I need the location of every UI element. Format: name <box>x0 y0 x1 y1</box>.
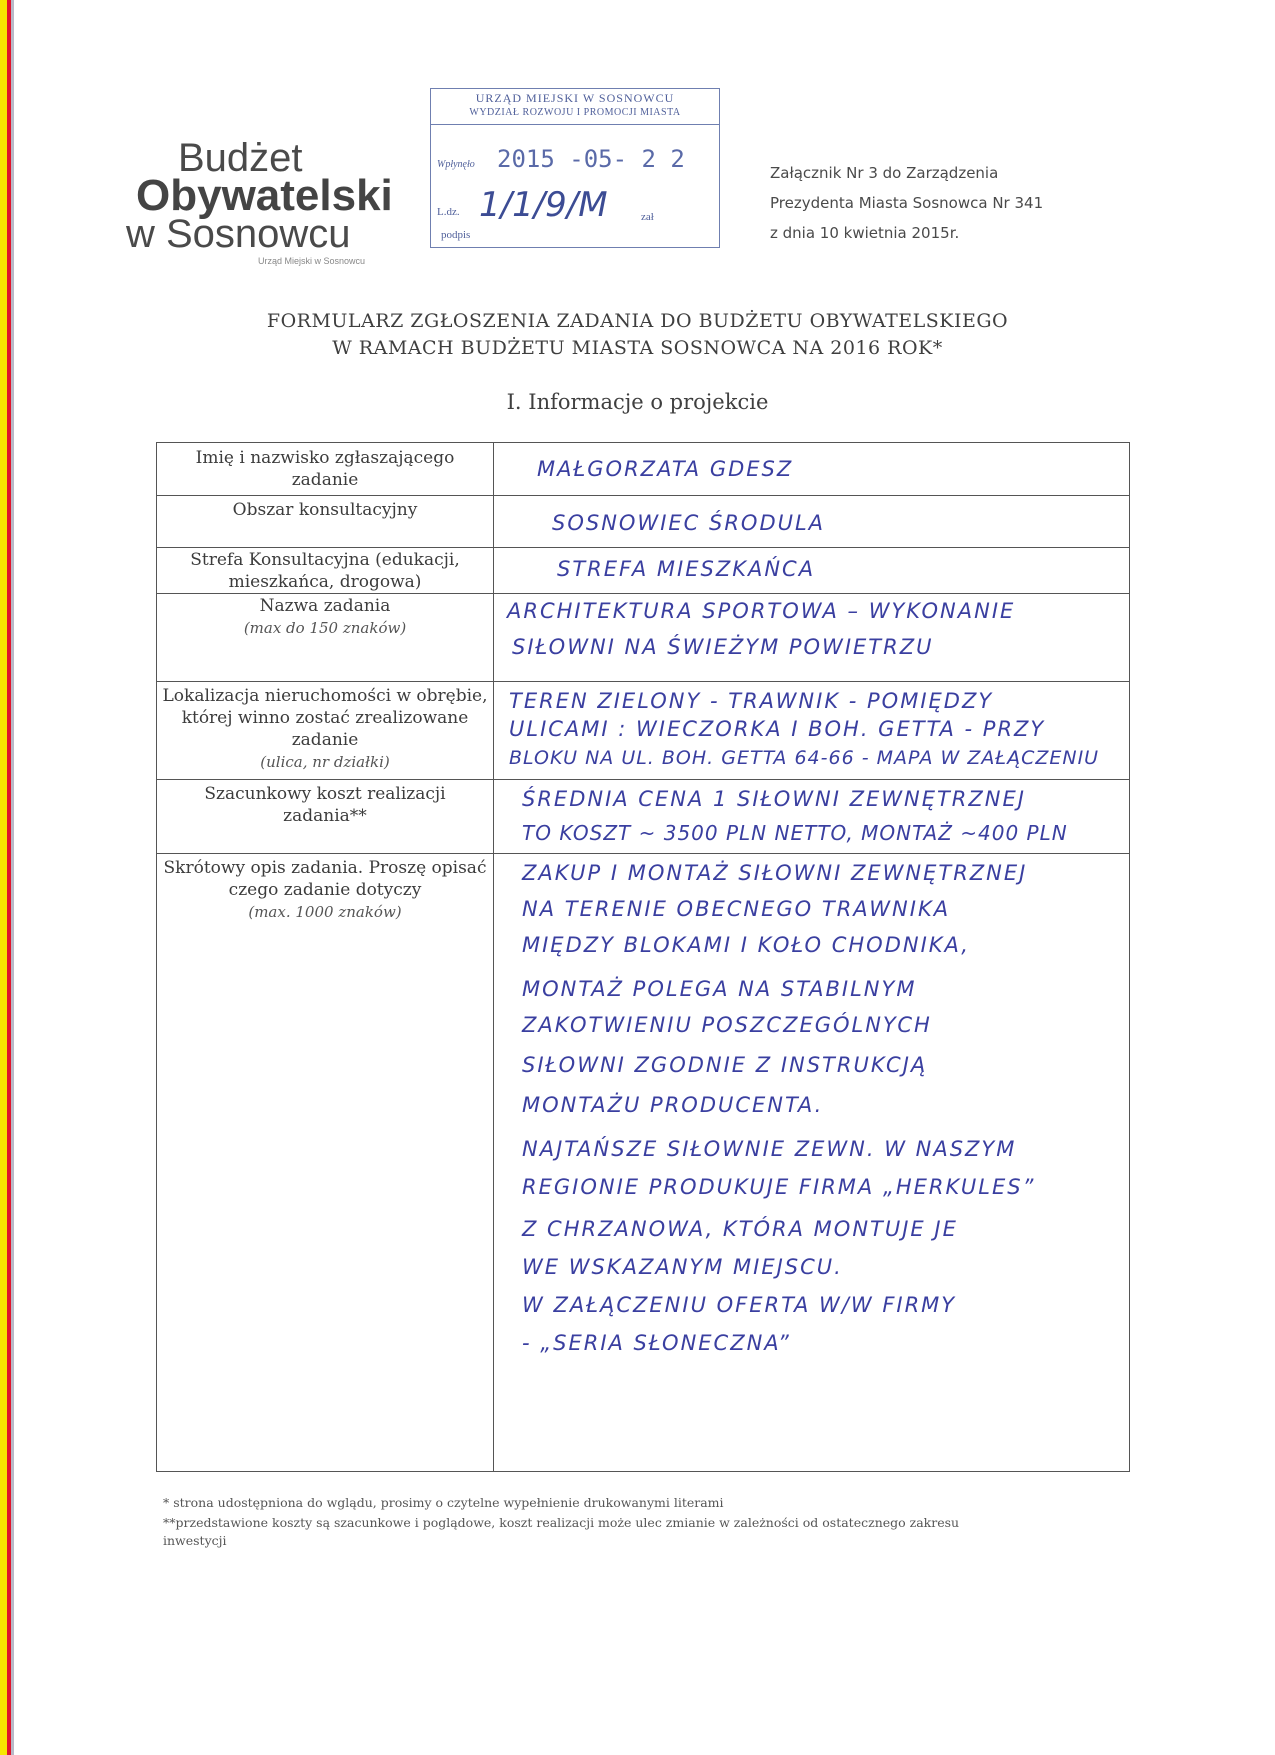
description-line: ZAKOTWIENIU POSZCZEGÓLNYCH <box>522 1013 932 1037</box>
stamp-podpis-label: podpis <box>441 229 471 241</box>
registry-stamp <box>430 88 720 248</box>
table-row-divider <box>157 593 1129 594</box>
annex-line-1: Załącznik Nr 3 do Zarządzenia <box>770 164 999 182</box>
field-label-name: Imię i nazwisko zgłaszającego zadanie <box>195 448 455 490</box>
scan-edge-yellow <box>0 0 7 1755</box>
description-line: - „SERIA SŁONECZNA” <box>522 1331 791 1355</box>
description-line: MONTAŻ POLEGA NA STABILNYM <box>522 977 917 1001</box>
stamp-office: URZĄD MIEJSKI W SOSNOWCU <box>475 91 675 105</box>
field-label-cost: Szacunkowy koszt realizacji zadania** <box>204 784 446 826</box>
form-title-line-1: FORMULARZ ZGŁOSZENIA ZADANIA DO BUDŻETU OBYWATELSKIEGO <box>266 310 1009 332</box>
description-line: ZAKUP I MONTAŻ SIŁOWNI ZEWNĘTRZNEJ <box>522 861 1028 885</box>
stamp-received-label: Wpłynęło <box>437 159 475 170</box>
logo-line-1: Budżet <box>178 136 303 180</box>
description-line: REGIONIE PRODUKUJE FIRMA „HERKULES” <box>522 1175 1036 1199</box>
footnote-2-cont: inwestycji <box>163 1533 227 1548</box>
scan-edge-gray <box>11 0 14 1755</box>
description-line: Z CHRZANOWA, KTÓRA MONTUJE JE <box>522 1217 958 1241</box>
budget-logo <box>120 138 440 268</box>
field-note-description: (max. 1000 znaków) <box>248 903 402 921</box>
description-line: NA TERENIE OBECNEGO TRAWNIKA <box>522 897 951 921</box>
table-row-divider <box>157 779 1129 780</box>
field-value-cost-line-2: TO KOSZT ~ 3500 PLN NETTO, MONTAŻ ~400 PLN <box>522 821 1068 845</box>
field-label-task-name-text: Nazwa zadania <box>259 596 391 616</box>
field-label-task-name <box>161 595 489 639</box>
stamp-date: 2015 -05- 2 2 <box>497 145 685 173</box>
description-line: MIĘDZY BLOKAMI I KOŁO CHODNIKA, <box>522 933 970 957</box>
field-note-location: (ulica, nr działki) <box>260 753 390 771</box>
project-info-table <box>156 442 1130 1472</box>
table-row-divider <box>157 495 1129 496</box>
table-row-divider <box>157 547 1129 548</box>
stamp-zal-label: zał <box>641 211 654 223</box>
field-value-area: SOSNOWIEC ŚRODULA <box>552 511 826 535</box>
annex-line-2: Prezydenta Miasta Sosnowca Nr 341 <box>770 194 1044 212</box>
annex-note <box>770 158 1043 248</box>
field-value-location-line-2: ULICAMI : WIECZORKA I BOH. GETTA - PRZY <box>509 717 1046 741</box>
table-row-divider <box>157 681 1129 682</box>
field-value-task-name-line-2: SIŁOWNI NA ŚWIEŻYM POWIETRZU <box>512 635 934 659</box>
field-label-description <box>161 857 489 923</box>
logo-line-2: Obywatelski <box>136 171 393 220</box>
description-line: WE WSKAZANYM MIEJSCU. <box>522 1255 843 1279</box>
field-value-zone: STREFA MIESZKAŃCA <box>557 557 816 581</box>
table-row-divider <box>157 853 1129 854</box>
field-value-task-name-line-1: ARCHITEKTURA SPORTOWA – WYKONANIE <box>507 599 1016 623</box>
field-note-task-name: (max do 150 znaków) <box>243 619 407 637</box>
section-heading: I. Informacje o projekcie <box>506 390 769 414</box>
field-value-name: MAŁGORZATA GDESZ <box>537 457 794 481</box>
description-line: SIŁOWNI ZGODNIE Z INSTRUKCJĄ <box>522 1053 928 1077</box>
description-line: NAJTAŃSZE SIŁOWNIE ZEWN. W NASZYM <box>522 1137 1017 1161</box>
field-value-cost-line-1: ŚREDNIA CENA 1 SIŁOWNI ZEWNĘTRZNEJ <box>522 787 1026 811</box>
description-line: MONTAŻU PRODUCENTA. <box>522 1093 824 1117</box>
stamp-ldz-value: 1/1/9/M <box>479 185 608 225</box>
description-line: W ZAŁĄCZENIU OFERTA W/W FIRMY <box>522 1293 957 1317</box>
footnote-1: * strona udostępniona do wglądu, prosimy o czytelne wypełnienie drukowanymi literami <box>163 1495 724 1510</box>
field-label-location-text: Lokalizacja nieruchomości w obrębie, której winno zostać zrealizowane zadanie <box>162 686 488 750</box>
stamp-divider <box>431 124 719 125</box>
field-value-location-line-3: BLOKU NA UL. BOH. GETTA 64-66 - MAPA W ZAŁĄCZENIU <box>509 747 1100 769</box>
stamp-department: WYDZIAŁ ROZWOJU I PROMOCJI MIASTA <box>469 107 681 118</box>
form-title-line-2: W RAMACH BUDŻETU MIASTA SOSNOWCA NA 2016 ROK* <box>332 337 943 359</box>
field-label-description-text: Skrótowy opis zadania. Proszę opisać czego zadanie dotyczy <box>163 858 487 900</box>
annex-line-3: z dnia 10 kwietnia 2015r. <box>770 224 960 242</box>
table-column-divider <box>493 443 494 1471</box>
field-label-area: Obszar konsultacyjny <box>232 500 418 520</box>
field-value-location-line-1: TEREN ZIELONY - TRAWNIK - POMIĘDZY <box>509 689 994 713</box>
field-label-location <box>161 685 489 773</box>
footnote-2: **przedstawione koszty są szacunkowe i poglądowe, koszt realizacji może ulec zmianie w zależności od ostatecznego zakresu <box>163 1515 960 1530</box>
logo-caption: Urząd Miejski w Sosnowcu <box>258 256 366 266</box>
field-label-zone: Strefa Konsultacyjna (edukacji, mieszkańca, drogowa) <box>190 550 460 592</box>
stamp-ldz-label: L.dz. <box>437 206 460 218</box>
logo-line-3: w Sosnowcu <box>126 212 351 256</box>
